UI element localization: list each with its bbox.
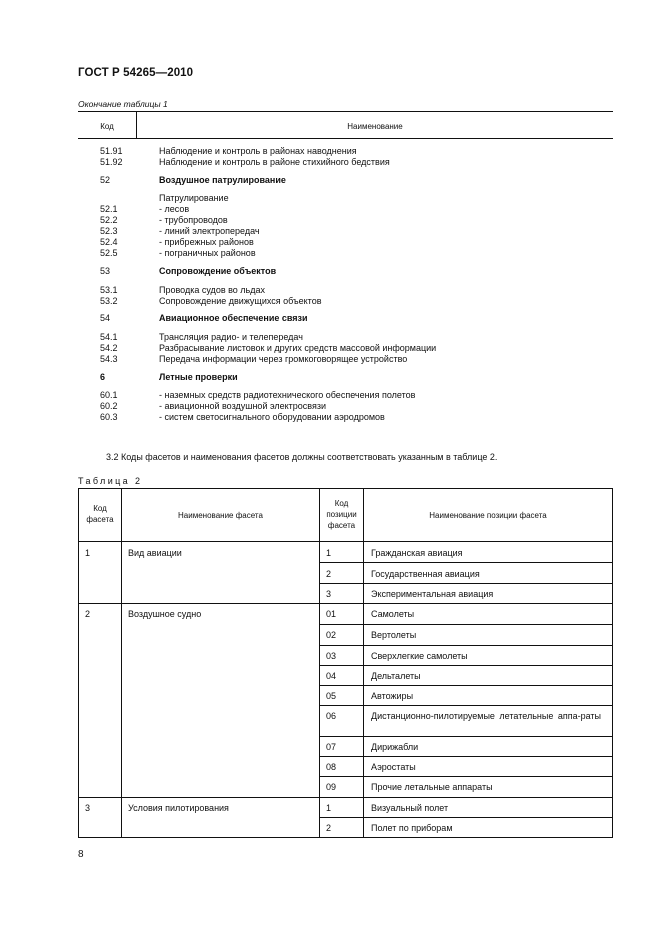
table2-header-rule <box>78 541 613 542</box>
position-code: 3 <box>326 589 332 599</box>
facet-code: 2 <box>85 609 91 619</box>
table2-border-bottom <box>78 837 613 838</box>
table2-row-rule <box>319 562 613 563</box>
position-code: 1 <box>326 548 332 558</box>
table2-row-rule <box>319 776 613 777</box>
position-name: Дирижабли <box>371 742 419 752</box>
table2-row-rule <box>319 756 613 757</box>
table1-caption: Окончание таблицы 1 <box>78 99 168 109</box>
position-name: Аэростаты <box>371 762 416 772</box>
row-name: - систем светосигнального оборудовании аэродромов <box>159 412 385 422</box>
position-name: Визуальный полет <box>371 803 449 813</box>
facet-code: 1 <box>85 548 91 558</box>
row-code: 52.5 <box>100 248 118 258</box>
row-code: 52.3 <box>100 226 118 236</box>
row-name: - трубопроводов <box>159 215 228 225</box>
row-code: 54 <box>100 313 111 323</box>
position-name: Прочие летальные аппараты <box>371 782 493 792</box>
row-name: - лесов <box>159 204 190 214</box>
row-code: 53 <box>100 266 111 276</box>
header-line: фасета <box>327 521 356 530</box>
row-code: 6 <box>100 372 106 382</box>
row-code: 52.4 <box>100 237 118 247</box>
row-name: - линий электропередач <box>159 226 260 236</box>
table2-header-position-name: Наименование позиции фасета <box>429 511 547 520</box>
position-name: Сверхлегкие самолеты <box>371 651 468 661</box>
table2-row-rule <box>319 705 613 706</box>
paragraph-3-2: 3.2 Коды фасетов и наименования фасетов должны соответствовать указанным в таблице 2. <box>106 452 498 462</box>
table2-header-facet-code <box>79 503 121 525</box>
position-name: Автожиры <box>371 691 414 701</box>
position-name: Самолеты <box>371 609 415 619</box>
row-code: 60.3 <box>100 412 118 422</box>
position-code: 06 <box>326 711 337 721</box>
table2-header-facet-name: Наименование фасета <box>178 511 263 520</box>
row-code: 52 <box>100 175 111 185</box>
row-name: - авиационной воздушной электросвязи <box>159 401 326 411</box>
row-name: Воздушное патрулирование <box>159 175 286 185</box>
row-code: 54.1 <box>100 332 118 342</box>
table2-row-rule <box>319 624 613 625</box>
position-code: 07 <box>326 742 337 752</box>
position-name: Полет по приборам <box>371 823 453 833</box>
position-name: Экспериментальная авиация <box>371 589 494 599</box>
header-line: позиции <box>326 510 357 519</box>
position-code: 1 <box>326 803 332 813</box>
row-name: - прибрежных районов <box>159 237 254 247</box>
position-code: 2 <box>326 569 332 579</box>
facet-name: Воздушное судно <box>128 609 202 619</box>
row-name: Патрулирование <box>159 193 229 203</box>
row-name: - пограничных районов <box>159 248 256 258</box>
row-code: 60.1 <box>100 390 118 400</box>
header-line: фасета <box>86 515 114 524</box>
table2-row-rule <box>319 817 613 818</box>
table1-header-rule <box>78 138 613 139</box>
row-code: 54.3 <box>100 354 118 364</box>
table2-group-rule <box>78 797 613 798</box>
row-code: 51.91 <box>100 146 123 156</box>
table1-header-name: Наименование <box>347 122 403 131</box>
row-name: Трансляция радио- и телепередач <box>159 332 303 342</box>
table2-row-rule <box>319 645 613 646</box>
position-code: 08 <box>326 762 337 772</box>
table2-row-rule <box>319 736 613 737</box>
page-number: 8 <box>78 849 84 860</box>
table2-header-position-code <box>320 498 363 531</box>
position-name: Дистанционно-пилотируемые летательные аппа-раты <box>371 711 601 721</box>
row-name: Авиационное обеспечение связи <box>159 313 308 323</box>
row-code: 54.2 <box>100 343 118 353</box>
row-name: Наблюдение и контроль в районе стихийного бедствия <box>159 157 390 167</box>
header-line: Код <box>334 499 349 508</box>
row-name: Передача информации через громкоговорящее устройство <box>159 354 408 364</box>
row-code: 60.2 <box>100 401 118 411</box>
position-code: 09 <box>326 782 337 792</box>
row-name: Сопровождение движущихся объектов <box>159 296 322 306</box>
position-code: 03 <box>326 651 337 661</box>
facet-name: Условия пилотирования <box>128 803 229 813</box>
row-name: Разбрасывание листовок и других средств массовой информации <box>159 343 437 353</box>
table2-border-top <box>78 488 613 489</box>
row-name: Летные проверки <box>159 372 238 382</box>
row-name: Сопровождение объектов <box>159 266 277 276</box>
table2-row-rule <box>319 583 613 584</box>
position-code: 05 <box>326 691 337 701</box>
row-name: Наблюдение и контроль в районах наводнения <box>159 146 357 156</box>
facet-name: Вид авиации <box>128 548 182 558</box>
table2-group-rule <box>78 603 613 604</box>
row-name: Проводка судов во льдах <box>159 285 265 295</box>
position-code: 02 <box>326 630 337 640</box>
facet-code: 3 <box>85 803 91 813</box>
row-code: 53.1 <box>100 285 118 295</box>
row-code: 52.2 <box>100 215 118 225</box>
table2 <box>78 488 613 838</box>
position-name: Дельталеты <box>371 671 421 681</box>
position-name: Гражданская авиация <box>371 548 463 558</box>
position-code: 2 <box>326 823 332 833</box>
table2-row-rule <box>319 665 613 666</box>
row-name: - наземных средств радиотехнического обеспечения полетов <box>159 390 416 400</box>
table2-row-rule <box>319 685 613 686</box>
position-name: Государственная авиация <box>371 569 480 579</box>
position-code: 01 <box>326 609 337 619</box>
document-title: ГОСТ Р 54265—2010 <box>78 67 194 79</box>
row-code: 53.2 <box>100 296 118 306</box>
position-name: Вертолеты <box>371 630 417 640</box>
table1-top-rule <box>78 111 613 112</box>
row-code: 51.92 <box>100 157 123 167</box>
row-code: 52.1 <box>100 204 118 214</box>
header-line: Код <box>93 504 107 513</box>
table2-caption: Таблица 2 <box>78 476 143 486</box>
table1-header-code: Код <box>100 122 114 131</box>
position-code: 04 <box>326 671 337 681</box>
